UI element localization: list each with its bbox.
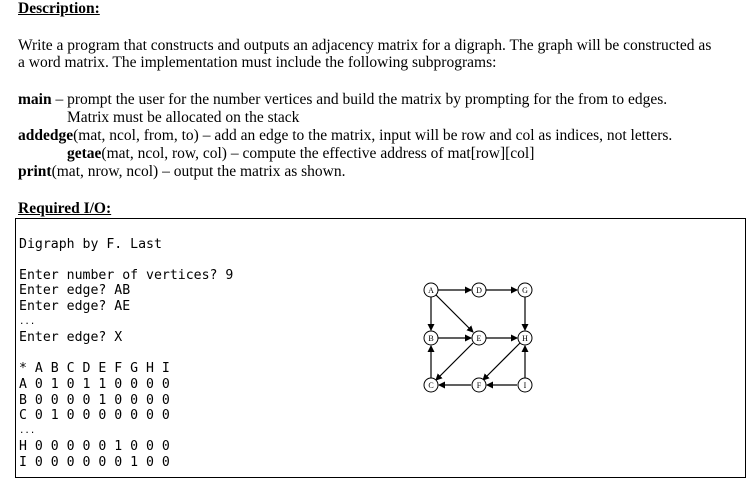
main-text: – prompt the user for the number vertices and build the matrix by prompting for the from to edges. [51, 91, 668, 108]
addedge-text: (mat, ncol, from, to) – add an edge to the matrix, input will be row and col as indices, not letters. [73, 127, 673, 144]
io-line: Enter number of vertices? 9 [19, 267, 234, 283]
print-text: (mat, nrow, ncol) – output the matrix as shown. [51, 163, 346, 180]
io-line: B 0 0 0 0 1 0 0 0 0 [19, 392, 170, 408]
io-line: C 0 1 0 0 0 0 0 0 0 [19, 408, 170, 424]
main-text-continued: Matrix must be allocated on the stack [67, 109, 300, 126]
node-a [424, 283, 438, 297]
edge-e-c [436, 343, 473, 380]
node-label: G [522, 286, 528, 295]
node-label: B [428, 334, 434, 343]
main-description [18, 91, 667, 109]
node-d [472, 283, 486, 297]
description-paragraph-line-2: a word matrix. The implementation must include the following subprograms: [18, 54, 497, 71]
node-label: I [523, 381, 527, 390]
io-transcript [19, 221, 233, 486]
description-paragraph-line-1: Write a program that constructs and outputs an adjacency matrix for a digraph. The graph will be constructed as [18, 37, 712, 54]
node-label: H [522, 334, 528, 343]
description-heading: Description: [18, 0, 100, 17]
io-heading: Required I/O: [18, 200, 112, 217]
node-label: C [428, 381, 434, 390]
getae-description [67, 145, 534, 163]
digraph-diagram [415, 275, 555, 395]
node-h [518, 331, 532, 345]
node-c [424, 378, 438, 392]
addedge-name: addedge [18, 127, 74, 144]
node-i [518, 378, 532, 392]
io-line: Digraph by F. Last [19, 236, 162, 252]
io-line: A 0 1 0 1 1 0 0 0 0 [19, 376, 170, 392]
edge-h-f [483, 343, 520, 380]
io-line: * A B C D E F G H I [19, 361, 170, 377]
node-label: D [476, 286, 482, 295]
node-b [424, 331, 438, 345]
addedge-description [18, 127, 672, 145]
print-description [18, 163, 345, 181]
io-line [19, 346, 233, 362]
node-label: F [476, 381, 482, 390]
io-line: ... [19, 425, 36, 436]
getae-name: getae [67, 145, 102, 162]
io-line: I 0 0 0 0 0 0 1 0 0 [19, 454, 170, 470]
print-name: print [18, 163, 52, 180]
main-name: main [18, 91, 52, 108]
io-line: Enter edge? X [19, 330, 123, 346]
edge-a-e [436, 295, 473, 332]
node-f [472, 378, 486, 392]
node-label: E [476, 334, 482, 343]
io-line [19, 252, 233, 268]
node-g [518, 283, 532, 297]
io-line: ... [19, 316, 36, 327]
getae-text: (mat, ncol, row, col) – compute the effective address of mat[row][col] [101, 145, 535, 162]
io-line: Enter edge? AE [19, 298, 131, 314]
io-line: Enter edge? AB [19, 283, 131, 299]
node-e [472, 331, 486, 345]
node-label: A [428, 286, 434, 295]
io-line: H 0 0 0 0 0 1 0 0 0 [19, 439, 170, 455]
